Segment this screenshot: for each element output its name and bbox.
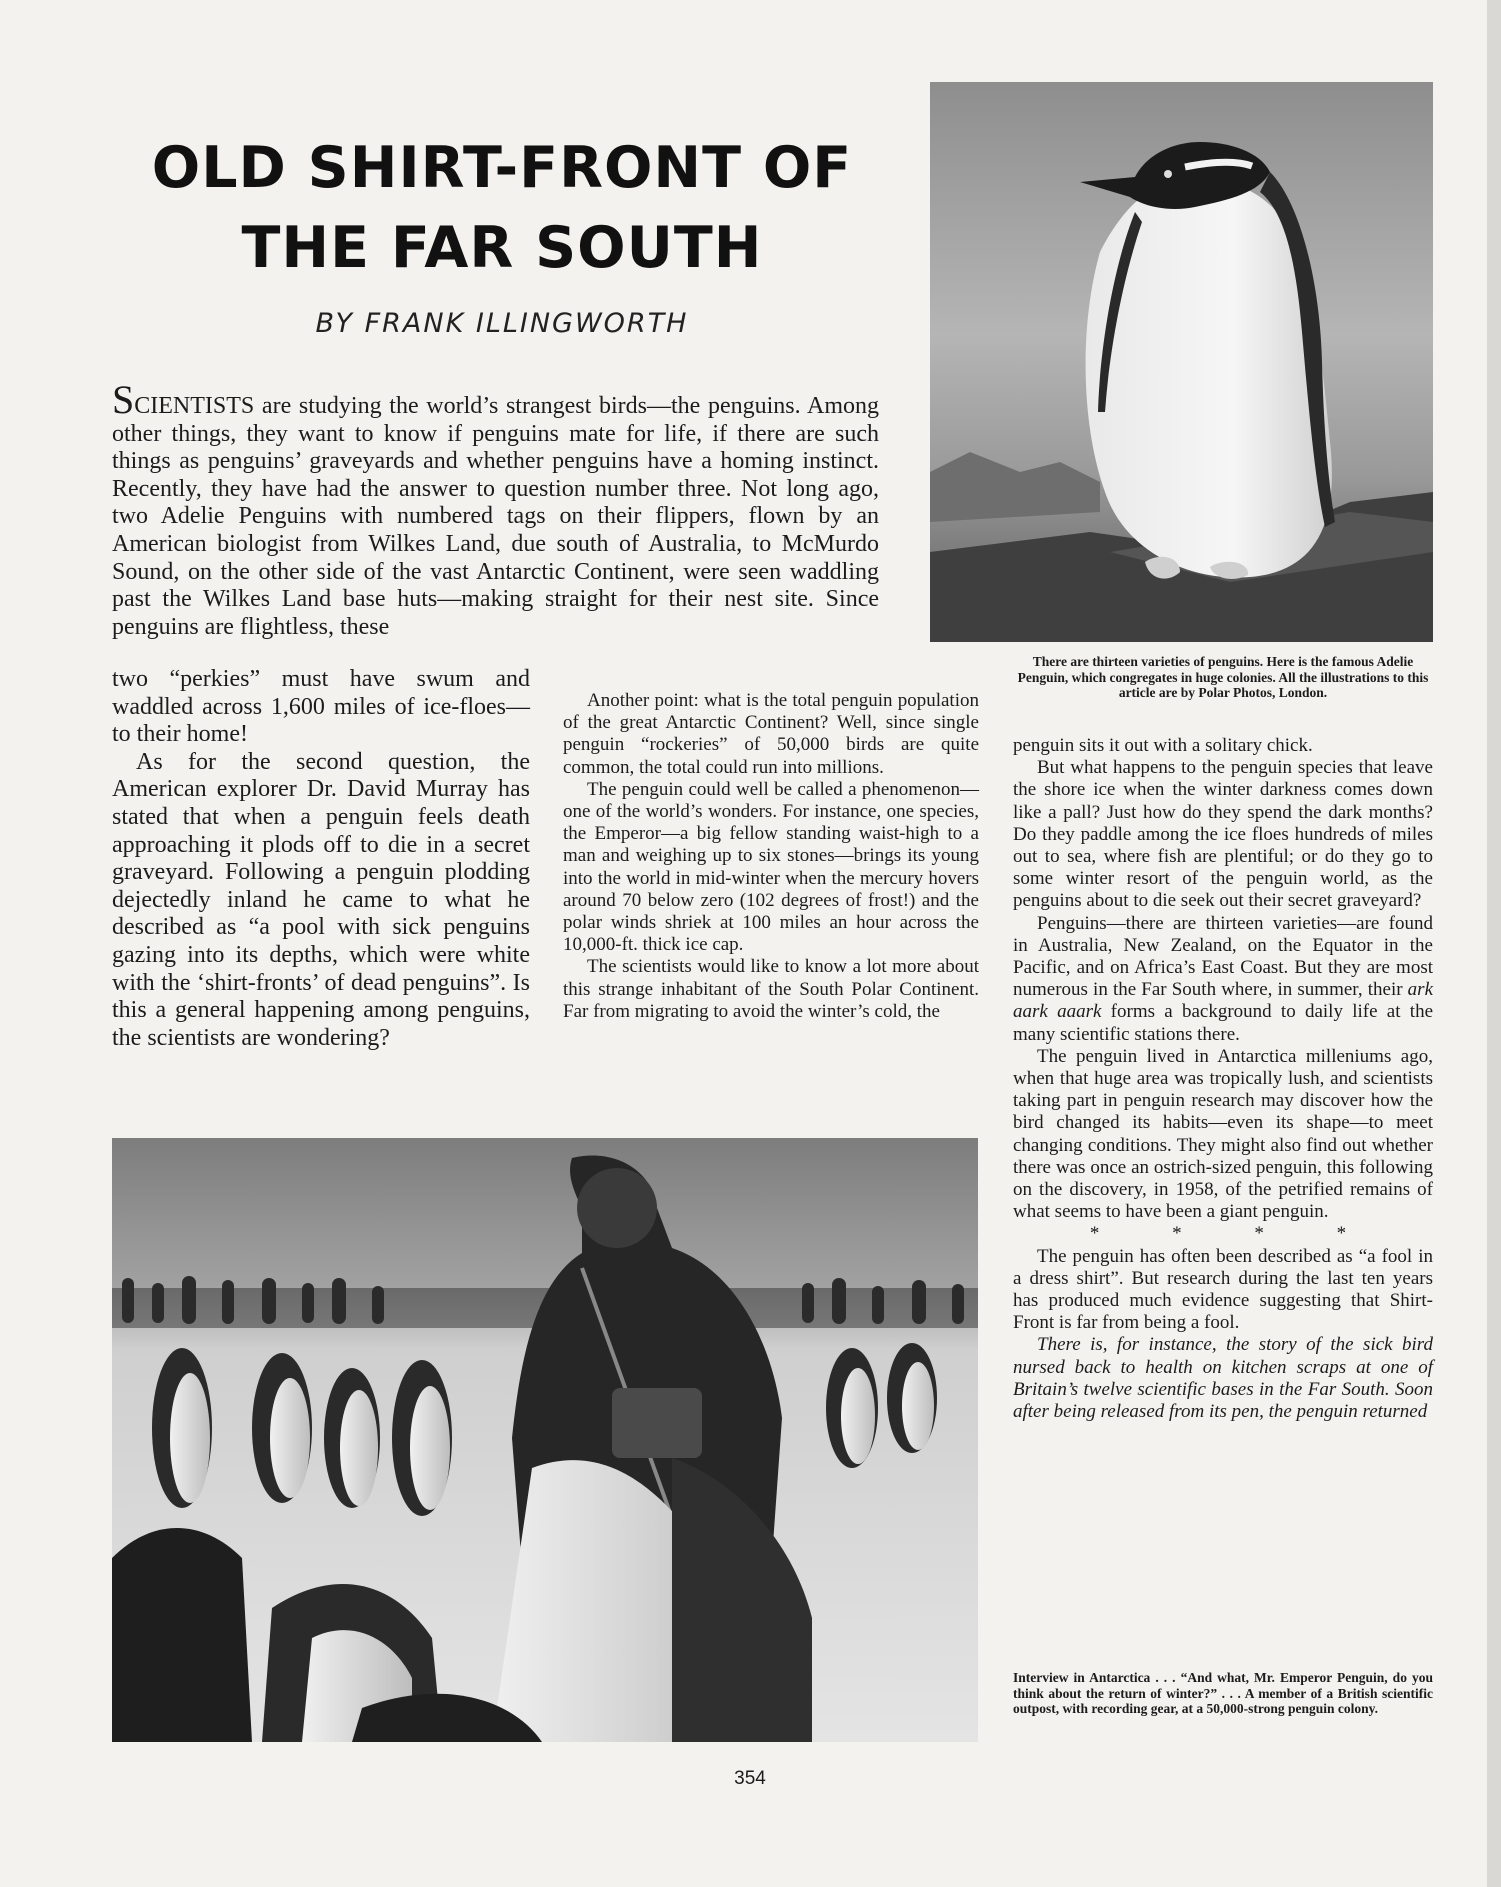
- page-edge: [1487, 0, 1501, 1887]
- column-3-paragraph: The penguin lived in Antarctica milleniums ago, when that huge area was tropically lush, and scientists taking part in penguin research may discover how the bird changed its habits—even its shape—to meet changing conditions. They might also find out whether there was once an ostrich-sized penguin, this following on the discovery, in 1958, of the petrified remains of what seems to have been a giant penguin.: [1013, 1045, 1433, 1223]
- column-2-paragraph: Another point: what is the total penguin population of the great Antarctic Continent? Well, since single penguin “rockeries” of 50,000 birds are quite common, the total could run into millions.: [563, 690, 979, 778]
- column-1: [112, 666, 530, 1052]
- article-title: [112, 128, 892, 288]
- column-1-paragraph: two “perkies” must have swum and waddled across 1,600 miles of ice-floes—to their home!: [112, 666, 530, 748]
- column-3-paragraph: penguin sits it out with a solitary chick.: [1013, 735, 1313, 756]
- section-separator: * * * *: [1089, 1223, 1381, 1245]
- drop-cap: S: [112, 377, 135, 422]
- page-number: 354: [734, 1768, 766, 1789]
- adelie-photo-caption: There are thirteen varieties of penguins. Here is the famous Adelie Penguin, which congregates in huge colonies. All the illustrations to this article are by Polar Photos, London.: [1017, 654, 1429, 700]
- column-2-paragraph: The scientists would like to know a lot more about this strange inhabitant of the South Polar Continent. Far from migrating to avoid the winter’s cold, the: [563, 956, 979, 1022]
- column-2: [563, 690, 979, 1023]
- column-3: [1013, 735, 1433, 1423]
- column-3-paragraph: The penguin has often been described as “a fool in a dress shirt”. But research during the last ten years has produced much evidence suggesting that Shirt-Front is far from being a fool.: [1013, 1245, 1433, 1334]
- penguin-colony-photo: [112, 1138, 978, 1742]
- column-3-paragraph: [1013, 913, 1433, 1046]
- adelie-penguin-photo: [930, 82, 1433, 642]
- title-line-1: OLD SHIRT-FRONT OF: [151, 135, 853, 201]
- byline: BY FRANK ILLINGWORTH: [315, 308, 689, 339]
- column-3-text: Penguins—there are thirteen varieties—are found in Australia, New Zealand, on the Equator in the Pacific, and on Africa’s East Coast. But they are most numerous in the Far South where, in summer, their: [1013, 912, 1433, 1001]
- column-3-paragraph: But what happens to the penguin species that leave the shore ice when the winter darkness comes down like a pall? Just how do they spend the dark months? Do they paddle among the ice floes hundreds of miles out to sea, where fish are plentiful; or do they go to some winter resort of the penguin world, as the penguins about to die seek out their secret graveyard?: [1013, 757, 1433, 912]
- column-2-paragraph: The penguin could well be called a phenomenon—one of the world’s wonders. For instance, one species, the Emperor—a big fellow standing waist-high to a man and weighing up to six stones—brings its young into the world in mid-winter when the mercury hovers around 70 below zero (102 degrees of frost!) and the polar winds shriek at 100 miles an hour across the 10,000-ft. thick ice cap.: [563, 778, 979, 956]
- intro-paragraph: [112, 377, 879, 641]
- intro-text: CIENTISTS are studying the world’s strangest birds—the penguins. Among other things, they want to know if penguins mate for life, if there are such things as penguins’ graveyards and whether penguins have a homing instinct. Recently, they have had the answer to question number three. Not long ago, two Adelie Penguins with numbered tags on their flippers, flown by an American biologist from Wilkes Land, due south of Australia, to McMurdo Sound, on the other side of the vast Antarctic Continent, were seen waddling past the Wilkes Land base huts—making straight for their nest site. Since penguins are flightless, these: [112, 393, 879, 640]
- column-3-text: forms a background to daily life at the many scientific stations there.: [1013, 1001, 1433, 1045]
- title-line-2: THE FAR SOUTH: [241, 215, 763, 281]
- column-1-paragraph: As for the second question, the American explorer Dr. David Murray has stated that when a penguin feels death approaching it plods off to die in a secret graveyard. Following a penguin plodding dejectedly inland he came to what he described as “a pool with sick penguins gazing into its depths, which were white with the ‘shirt-fronts’ of dead penguins”. Is this a general happening among penguins, the scientists are wondering?: [112, 748, 530, 1051]
- colony-photo-caption: Interview in Antarctica . . . “And what, Mr. Emperor Penguin, do you think about the return of winter?” . . . A member of a British scientific outpost, with recording gear, at a 50,000-strong penguin colony.: [1013, 1670, 1433, 1716]
- column-3-italic-text: There is, for instance, the story of the sick bird nursed back to health on kitchen scraps at one of Britain’s twelve scientific bases in the Far South. Soon after being released from its pen, the penguin returned: [1013, 1334, 1433, 1423]
- penguin-call-text: ark aark aaark: [1013, 979, 1433, 1023]
- column-3-paragraph: [1013, 1334, 1433, 1423]
